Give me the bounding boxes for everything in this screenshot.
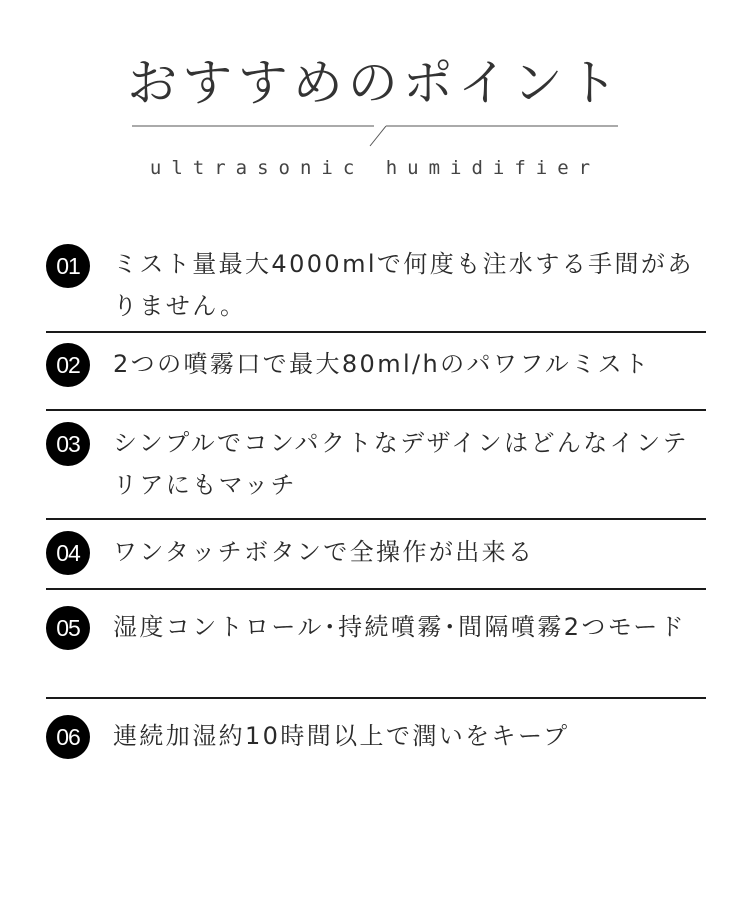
title-divider xyxy=(0,118,750,154)
point-item xyxy=(46,333,706,411)
point-item xyxy=(46,590,706,699)
point-item xyxy=(46,699,706,769)
point-number-badge: 05 xyxy=(46,606,90,650)
point-item xyxy=(46,520,706,590)
divider-slash xyxy=(370,126,386,146)
page-subtitle: ultrasonic humidifier xyxy=(149,157,601,179)
point-item xyxy=(46,411,706,520)
point-number-badge: 04 xyxy=(46,531,90,575)
point-text: シンプルでコンパクトなデザインはどんなインテリアにもマッチ xyxy=(113,429,689,499)
point-number-badge: 03 xyxy=(46,422,90,466)
point-text: 湿度コントロール･持続噴霧･間隔噴霧2つモード xyxy=(113,613,687,641)
point-text: 2つの噴霧口で最大80ml/hのパワフルミスト xyxy=(113,350,651,378)
page-header xyxy=(0,0,750,200)
point-text: ワンタッチボタンで全操作が出来る xyxy=(113,538,535,566)
point-text: 連続加湿約10時間以上で潤いをキープ xyxy=(113,722,570,750)
point-number-badge: 06 xyxy=(46,715,90,759)
point-text: ミスト量最大4000mlで何度も注水する手間がありません。 xyxy=(113,250,694,320)
points-list xyxy=(46,242,706,769)
point-number-badge: 01 xyxy=(46,244,90,288)
page-title: おすすめのポイント xyxy=(127,54,623,112)
point-number-badge: 02 xyxy=(46,343,90,387)
point-item xyxy=(46,242,706,333)
